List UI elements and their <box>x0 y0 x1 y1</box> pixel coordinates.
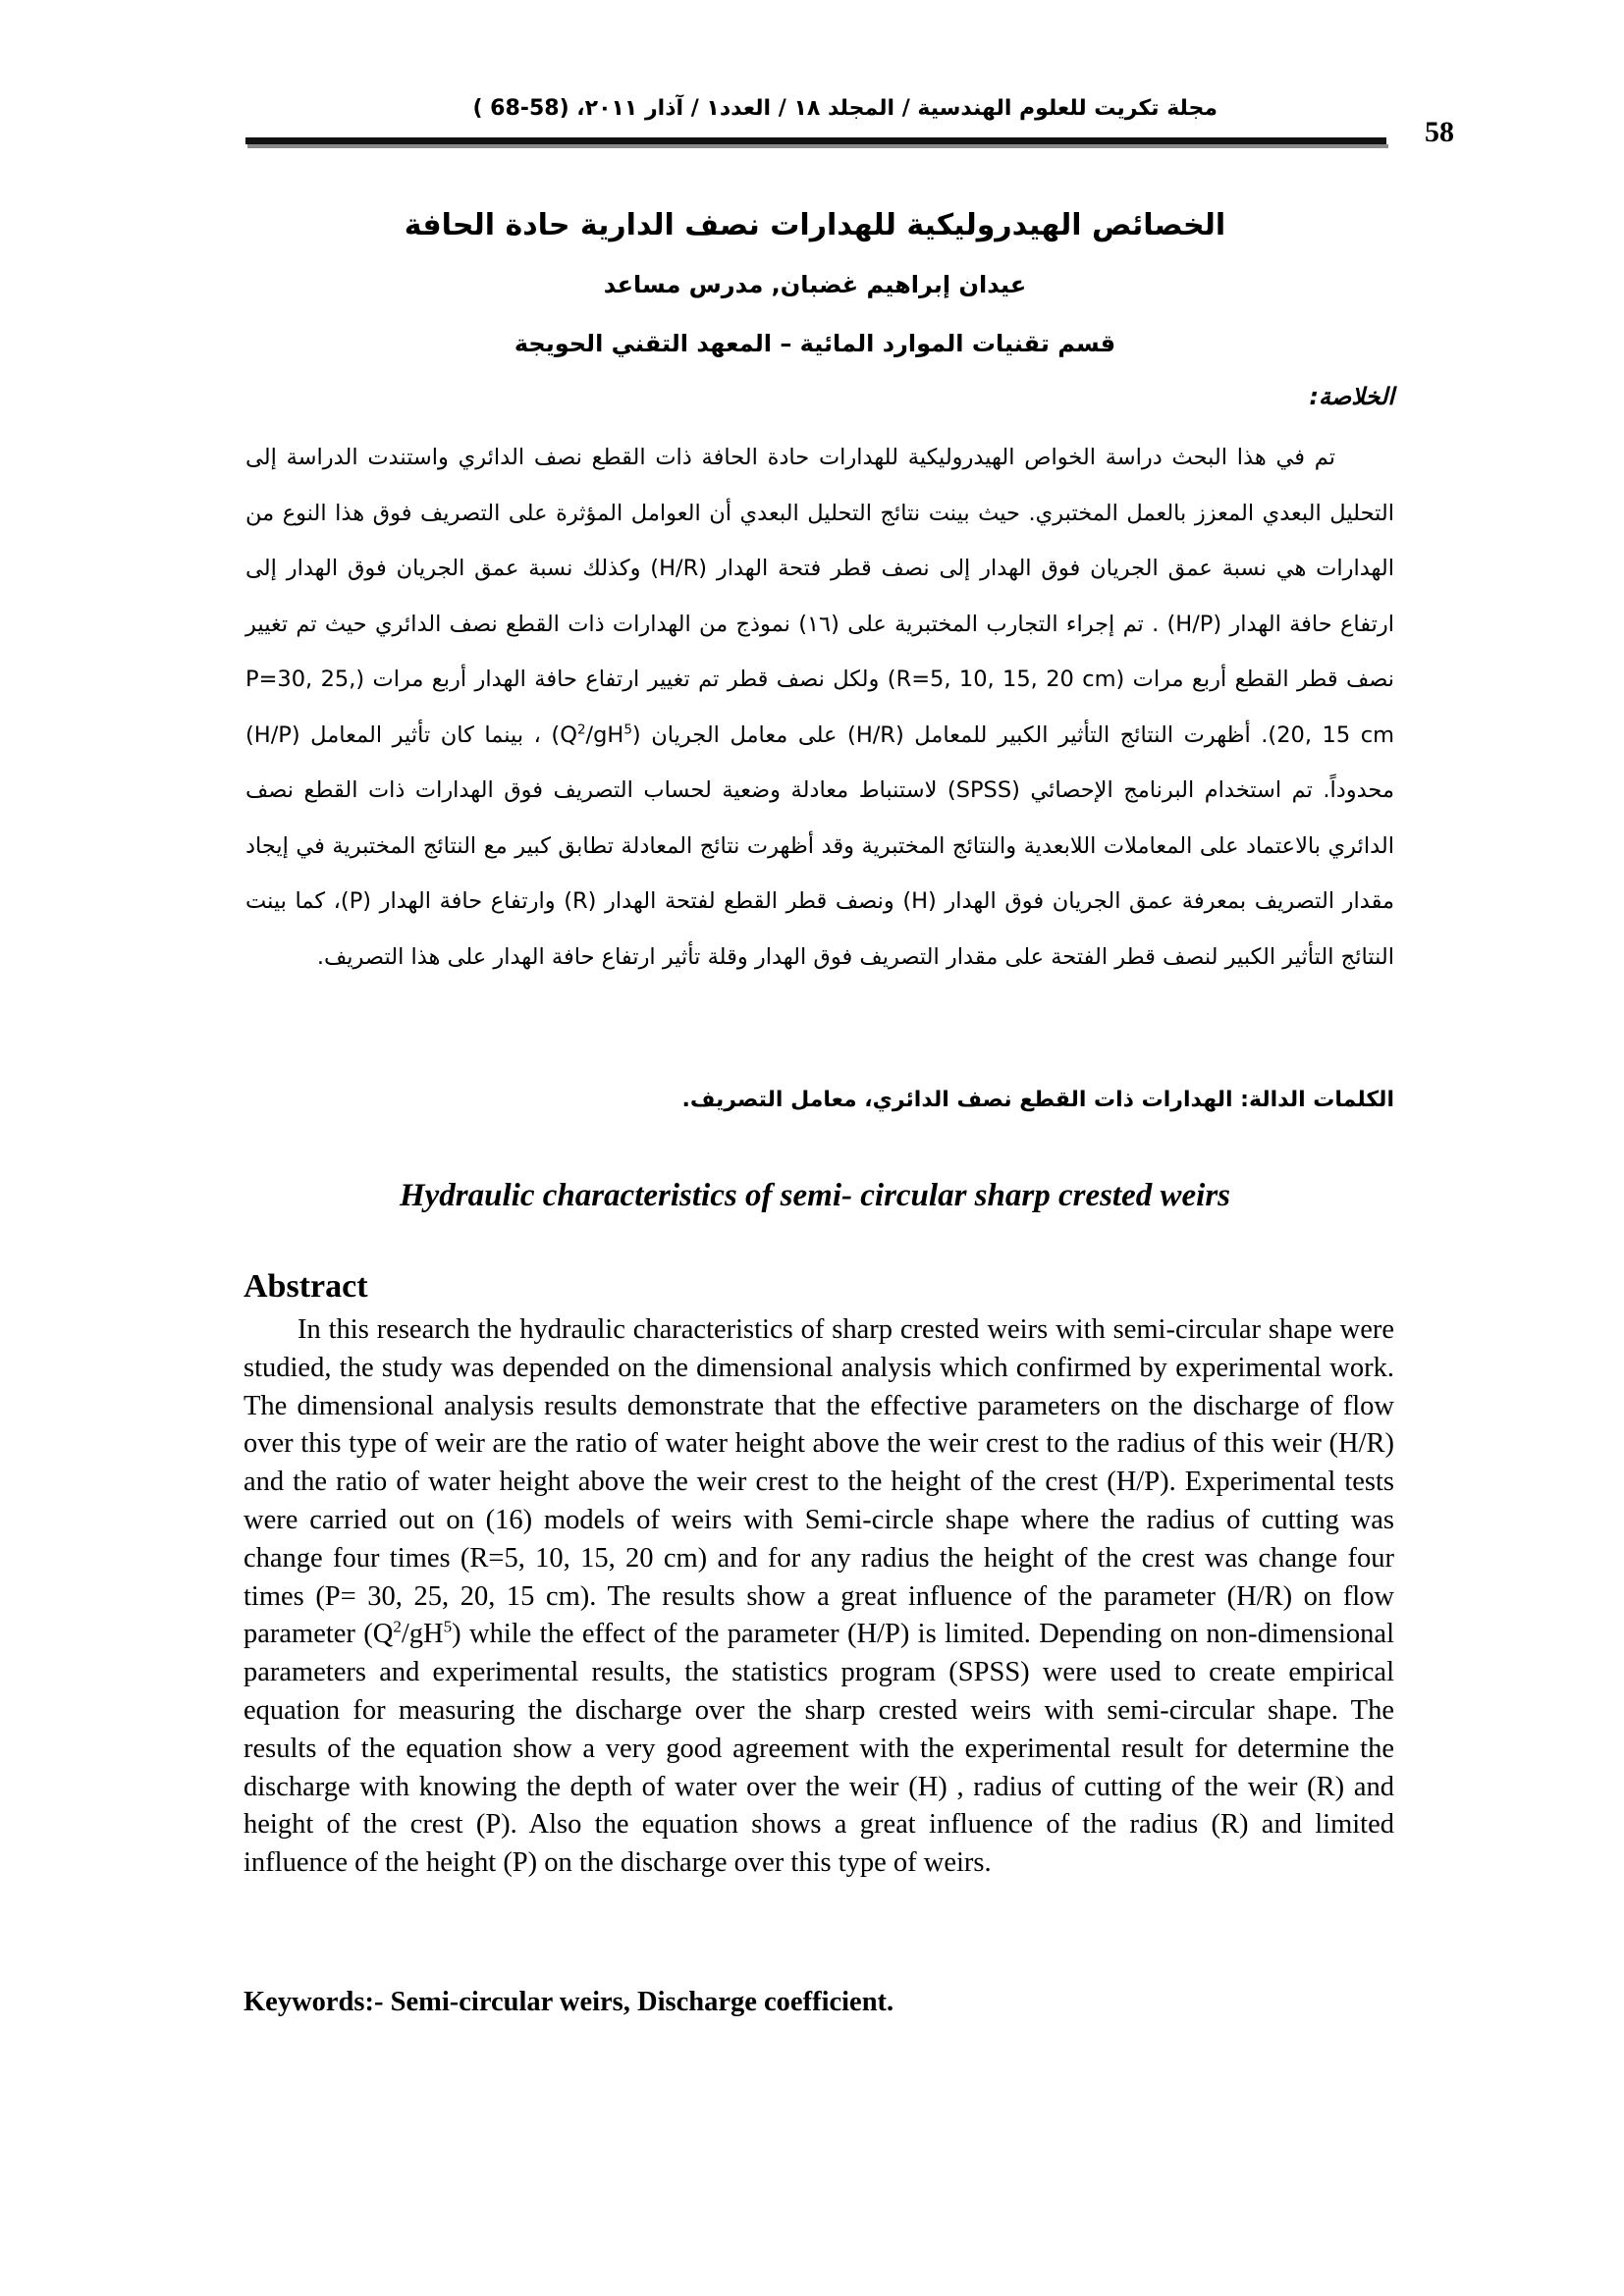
english-abstract-text-1: In this research the hydraulic characteristics of sharp crested weirs with semi-circular shape were studied, the study was depended on the dimensional analysis which confirmed by experimental work. The dimensional analysis results demonstrate that the effective parameters on the discharge of flow over this type of weir are the ratio of water height above the weir crest to the radius of this weir (H/R) and the ratio of water height above the weir crest to the height of the crest (H/P). Experimental tests were carried out on (16) models of weirs with Semi-circle shape where the radius of cutting was change four times (R=5, 10, 15, 20 cm) and for any radius the height of the crest was change four times (P= 30, 25, 20, 15 cm). The results show a great influence of the parameter (H/R) on flow parameter (Q <box>244 1314 1394 1650</box>
arabic-title: الخصائص الهيدروليكية للهدارات نصف الدارية حادة الحافة <box>404 208 1226 242</box>
running-head: مجلة تكريت للعلوم الهندسية / المجلد ١٨ / العدد١ / آذار ٢٠١١، (58-68 ) <box>472 96 1218 121</box>
english-keywords: Keywords:- Semi-circular weirs, Discharge coefficient. <box>244 1987 894 2017</box>
arabic-keywords: الكلمات الدالة: الهدارات ذات القطع نصف الدائري، معامل التصريف. <box>681 1088 1394 1112</box>
superscript-2: 2 <box>393 1617 402 1636</box>
superscript-5: 5 <box>443 1617 453 1636</box>
arabic-affiliation: قسم تقنيات الموارد المائية – المعهد التقني الحويجة <box>514 330 1116 357</box>
arabic-abstract-body <box>245 430 1394 985</box>
arabic-author: عيدان إبراهيم غضبان, مدرس مساعد <box>603 271 1027 298</box>
arabic-abstract-text-3: ) ، بينما كان تأثير المعامل (H/P) محدوداً. تم استخدام البرنامج الإحصائي (SPSS) لاستنباط معادلة وضعية لحساب التصريف فوق الهدارات ذات القطع نصف الدائري بالاعتماد على المعاملات اللابعدية والنتائج المختبرية وقد أظهرت نتائج المعادلة تطابق كبير مع النتائج المختبرية في إيجاد مقدار التصريف بمعرفة عمق الجريان فوق الهدار (H) ونصف قطر القطع لفتحة الهدار (R) وارتفاع حافة الهدار (P)، كما بينت النتائج التأثير الكبير لنصف قطر الفتحة على مقدار التصريف فوق الهدار وقلة تأثير ارتفاع حافة الهدار على هذا التصريف. <box>245 721 1395 970</box>
arabic-abstract-paragraph <box>245 430 1394 985</box>
header-rule-shadow <box>247 144 1388 148</box>
english-abstract-text-3: ) while the effect of the parameter (H/P) is limited. Depending on non-dimensional parameters and experimental results, the statistics program (SPSS) were used to create empirical equation for measuring the discharge over the sharp crested weirs with semi-circular shape. The results of the equation show a very good agreement with the experimental result for determine the discharge with knowing the depth of water over the weir (H) , radius of cutting of the weir (R) and height of the crest (P). Also the equation shows a great influence of the radius (R) and limited influence of the height (P) on the discharge over this type of weirs. <box>244 1619 1394 1879</box>
arabic-abstract-heading: الخلاصة: <box>1309 383 1394 410</box>
page-number: 58 <box>1425 116 1454 148</box>
arabic-abstract-text-1: تم في هذا البحث دراسة الخواص الهيدروليكية للهدارات حادة الحافة ذات القطع نصف الدائري واستندت الدراسة إلى التحليل البعدي المعزز بالعمل المختبري. حيث بينت نتائج التحليل البعدي أن العوامل المؤثرة على التصريف فوق هذا النوع من الهدارات هي نسبة عمق الجريان فوق الهدار إلى نصف قطر فتحة الهدار (H/R) وكذلك نسبة عمق الجريان فوق الهدار إلى ارتفاع حافة الهدار (H/P) . تم إجراء التجارب المختبرية على (١٦) نموذج من الهدارات ذات القطع نصف الدائري حيث تم تغيير نصف قطر القطع أربع مرات (R=5, 10, 15, 20 cm) ولكل نصف قطر تم تغيير ارتفاع حافة الهدار أربع مرات (P=30, 25, 20, 15 cm). أظهرت النتائج التأثير الكبير للمعامل (H/R) على معامل الجريان (Q <box>245 445 1395 748</box>
english-abstract-body <box>244 1311 1394 1883</box>
superscript-5: 5 <box>623 721 632 737</box>
english-abstract-text-2: /gH <box>401 1619 444 1650</box>
superscript-2: 2 <box>576 721 586 737</box>
english-abstract-heading: Abstract <box>244 1268 368 1305</box>
header-rule <box>245 137 1386 144</box>
english-abstract-paragraph <box>244 1311 1394 1883</box>
english-title: Hydraulic characteristics of semi- circular sharp crested weirs <box>399 1178 1231 1213</box>
arabic-abstract-text-2: /gH <box>585 721 624 748</box>
